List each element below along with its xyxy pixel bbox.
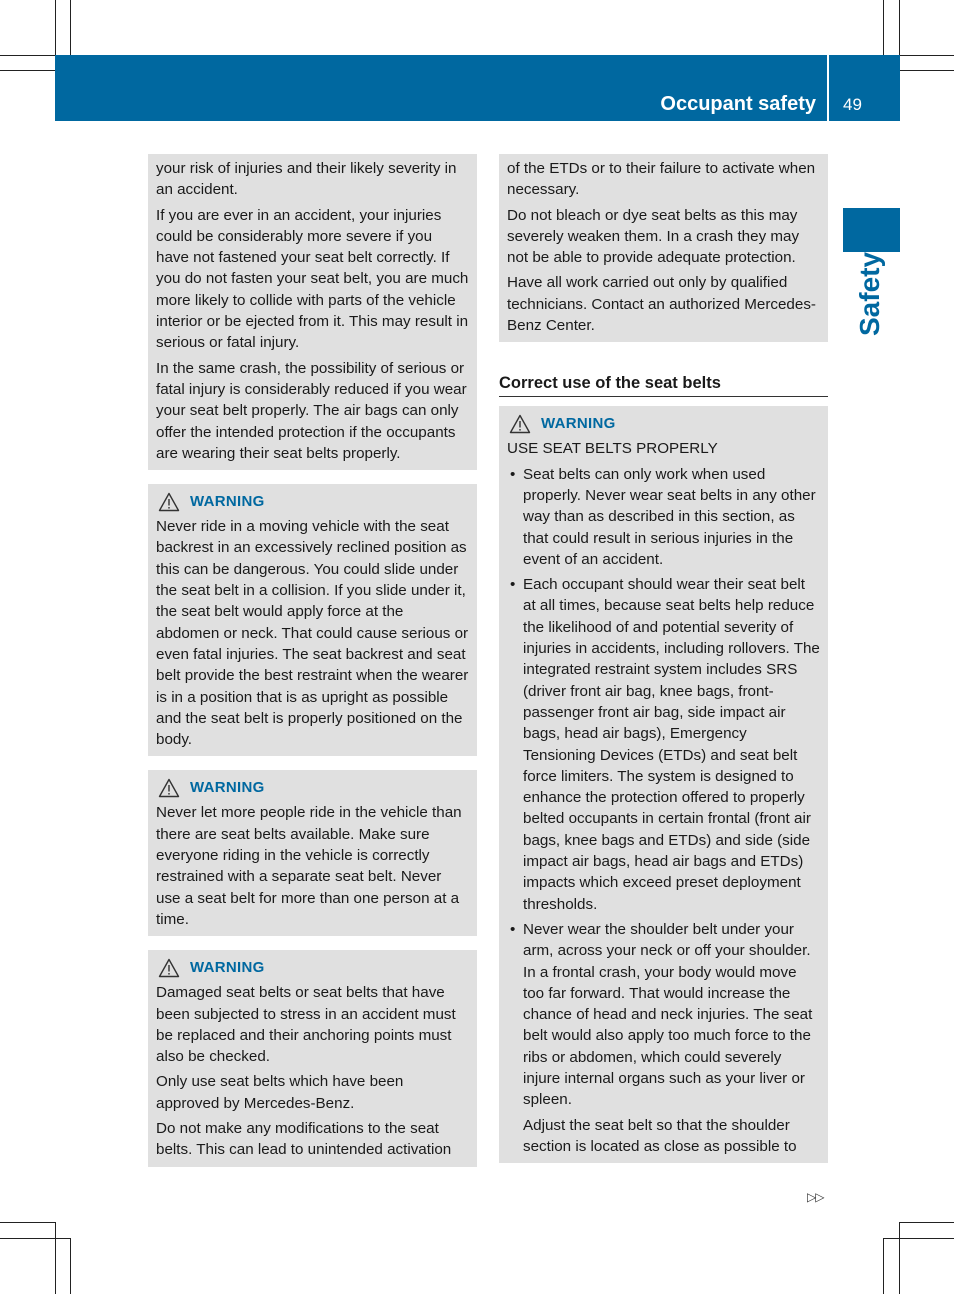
crop-mark — [883, 1238, 954, 1239]
warning-triangle-icon — [158, 958, 180, 978]
section-title: Occupant safety — [660, 93, 816, 115]
crop-mark — [70, 0, 71, 55]
crop-mark — [900, 70, 954, 71]
bullet-list — [507, 464, 820, 1111]
paragraph: Have all work carried out only by qualified technicians. Contact an authorized Mercedes-Benz Center. — [507, 274, 816, 335]
crop-mark — [883, 0, 884, 55]
list-item: • Each occupant should wear their seat belt at all times, because seat belts help reduce the likelihood of and potential severity of injuries in accidents, including rollovers. The integrated restraint system includes SRS (driver front air bag, knee bags, front-passenger front air bag, side impact air bags, head air bags), Emergency Tensioning Devices (ETDs) and seat belt force limiters. The system is designed to enhance the protection offered to properly belted occupants in certain frontal (front air bags, knee bags and ETDs) and side (side impact air bags, head air bags and ETDs) impacts which exceed preset deployment thresholds. — [507, 574, 820, 915]
warning-triangle-icon — [158, 778, 180, 798]
left-column — [148, 154, 477, 1181]
header-divider — [827, 55, 829, 121]
warning-triangle-icon — [158, 492, 180, 512]
crop-mark — [0, 1222, 55, 1223]
paragraph: Never ride in a moving vehicle with the seat backrest in an excessively reclined position as this can be dangerous. You could slide under the seat belt in a collision. If you slide under it, the seat belt would apply force at the abdomen or neck. That could cause serious or even fatal injuries. The seat backrest and seat belt provide the best restraint when the wearer is in a position that is as upright as possible and the seat belt is properly positioned on the body. — [156, 518, 469, 749]
warning-header — [156, 776, 469, 800]
crop-mark — [55, 0, 56, 55]
warning-label: WARNING — [190, 493, 265, 511]
right-column — [499, 154, 828, 1177]
intro-box — [148, 154, 477, 470]
list-item: • Never wear the shoulder belt under your arm, across your neck or off your shoulder. In a frontal crash, your body would move too far forward. That would increase the chance of head and neck injuries. The seat belt would also apply too much force to the ribs or abdomen, which could severely injure internal organs such as your liver or spleen. — [507, 919, 820, 1111]
crop-mark — [0, 70, 55, 71]
paragraph: your risk of injuries and their likely severity in an accident. — [156, 160, 457, 199]
side-tab — [843, 208, 900, 252]
crop-mark — [899, 1222, 954, 1223]
warning-triangle-icon — [509, 414, 531, 434]
crop-mark — [900, 55, 954, 56]
warning-label: WARNING — [541, 415, 616, 433]
crop-mark — [899, 0, 900, 55]
crop-mark — [55, 1222, 56, 1294]
warning-box — [499, 406, 828, 1163]
list-item: • Seat belts can only work when used properly. Never wear seat belts in any other way than as described in this section, as that could result in serious injuries in the event of an accident. — [507, 464, 820, 570]
warning-label: WARNING — [190, 959, 265, 977]
warning-box — [148, 484, 477, 756]
paragraph: Damaged seat belts or seat belts that have been subjected to stress in an accident must be replaced and their anchoring points must also be checked. — [156, 984, 456, 1066]
crop-mark — [899, 1222, 900, 1294]
warning-header — [507, 412, 820, 436]
crop-mark — [883, 1238, 884, 1294]
paragraph: of the ETDs or to their failure to activate when necessary. — [507, 160, 816, 199]
paragraph: Adjust the seat belt so that the shoulder section is located as close as possible to — [523, 1116, 797, 1155]
warning-box — [148, 770, 477, 936]
paragraph: If you are ever in an accident, your injuries could be considerably more severe if you have not fastened your seat belt correctly. If you do not fasten your seat belt, you are much more likely to collide with parts of the vehicle interior or be ejected from it. This may result in serious or fatal injury. — [156, 206, 469, 352]
paragraph: Only use seat belts which have been approved by Mercedes-Benz. — [156, 1073, 404, 1112]
paragraph: Never let more people ride in the vehicle than there are seat belts available. Make sure everyone riding in the vehicle is correctly restrained with a separate seat belt. Never use a seat belt for more than one person at a time. — [156, 804, 462, 928]
continued-box — [499, 154, 828, 342]
section-heading: Correct use of the seat belts — [499, 364, 828, 397]
warning-header — [156, 490, 469, 514]
warning-header — [156, 956, 469, 980]
paragraph: Do not make any modifications to the seat belts. This can lead to unintended activation — [156, 1119, 452, 1159]
warning-label: WARNING — [190, 779, 265, 797]
crop-mark — [70, 1238, 71, 1294]
paragraph: In the same crash, the possibility of serious or fatal injury is considerably reduced if you wear your seat belt properly. The air bags can only offer the intended protection if the occupants are wearing their seat belts properly. — [156, 359, 467, 462]
paragraph: Do not bleach or dye seat belts as this may severely weaken them. In a crash they may not be able to provide adequate protection. — [507, 206, 800, 267]
crop-mark — [0, 55, 55, 56]
page-number: 49 — [843, 95, 862, 114]
side-tab-label: Safety — [854, 251, 885, 336]
warning-box — [148, 950, 477, 1166]
next-page-marker: ▷▷ — [807, 1190, 824, 1204]
crop-mark — [0, 1238, 70, 1239]
warning-subtitle: USE SEAT BELTS PROPERLY — [507, 440, 718, 458]
